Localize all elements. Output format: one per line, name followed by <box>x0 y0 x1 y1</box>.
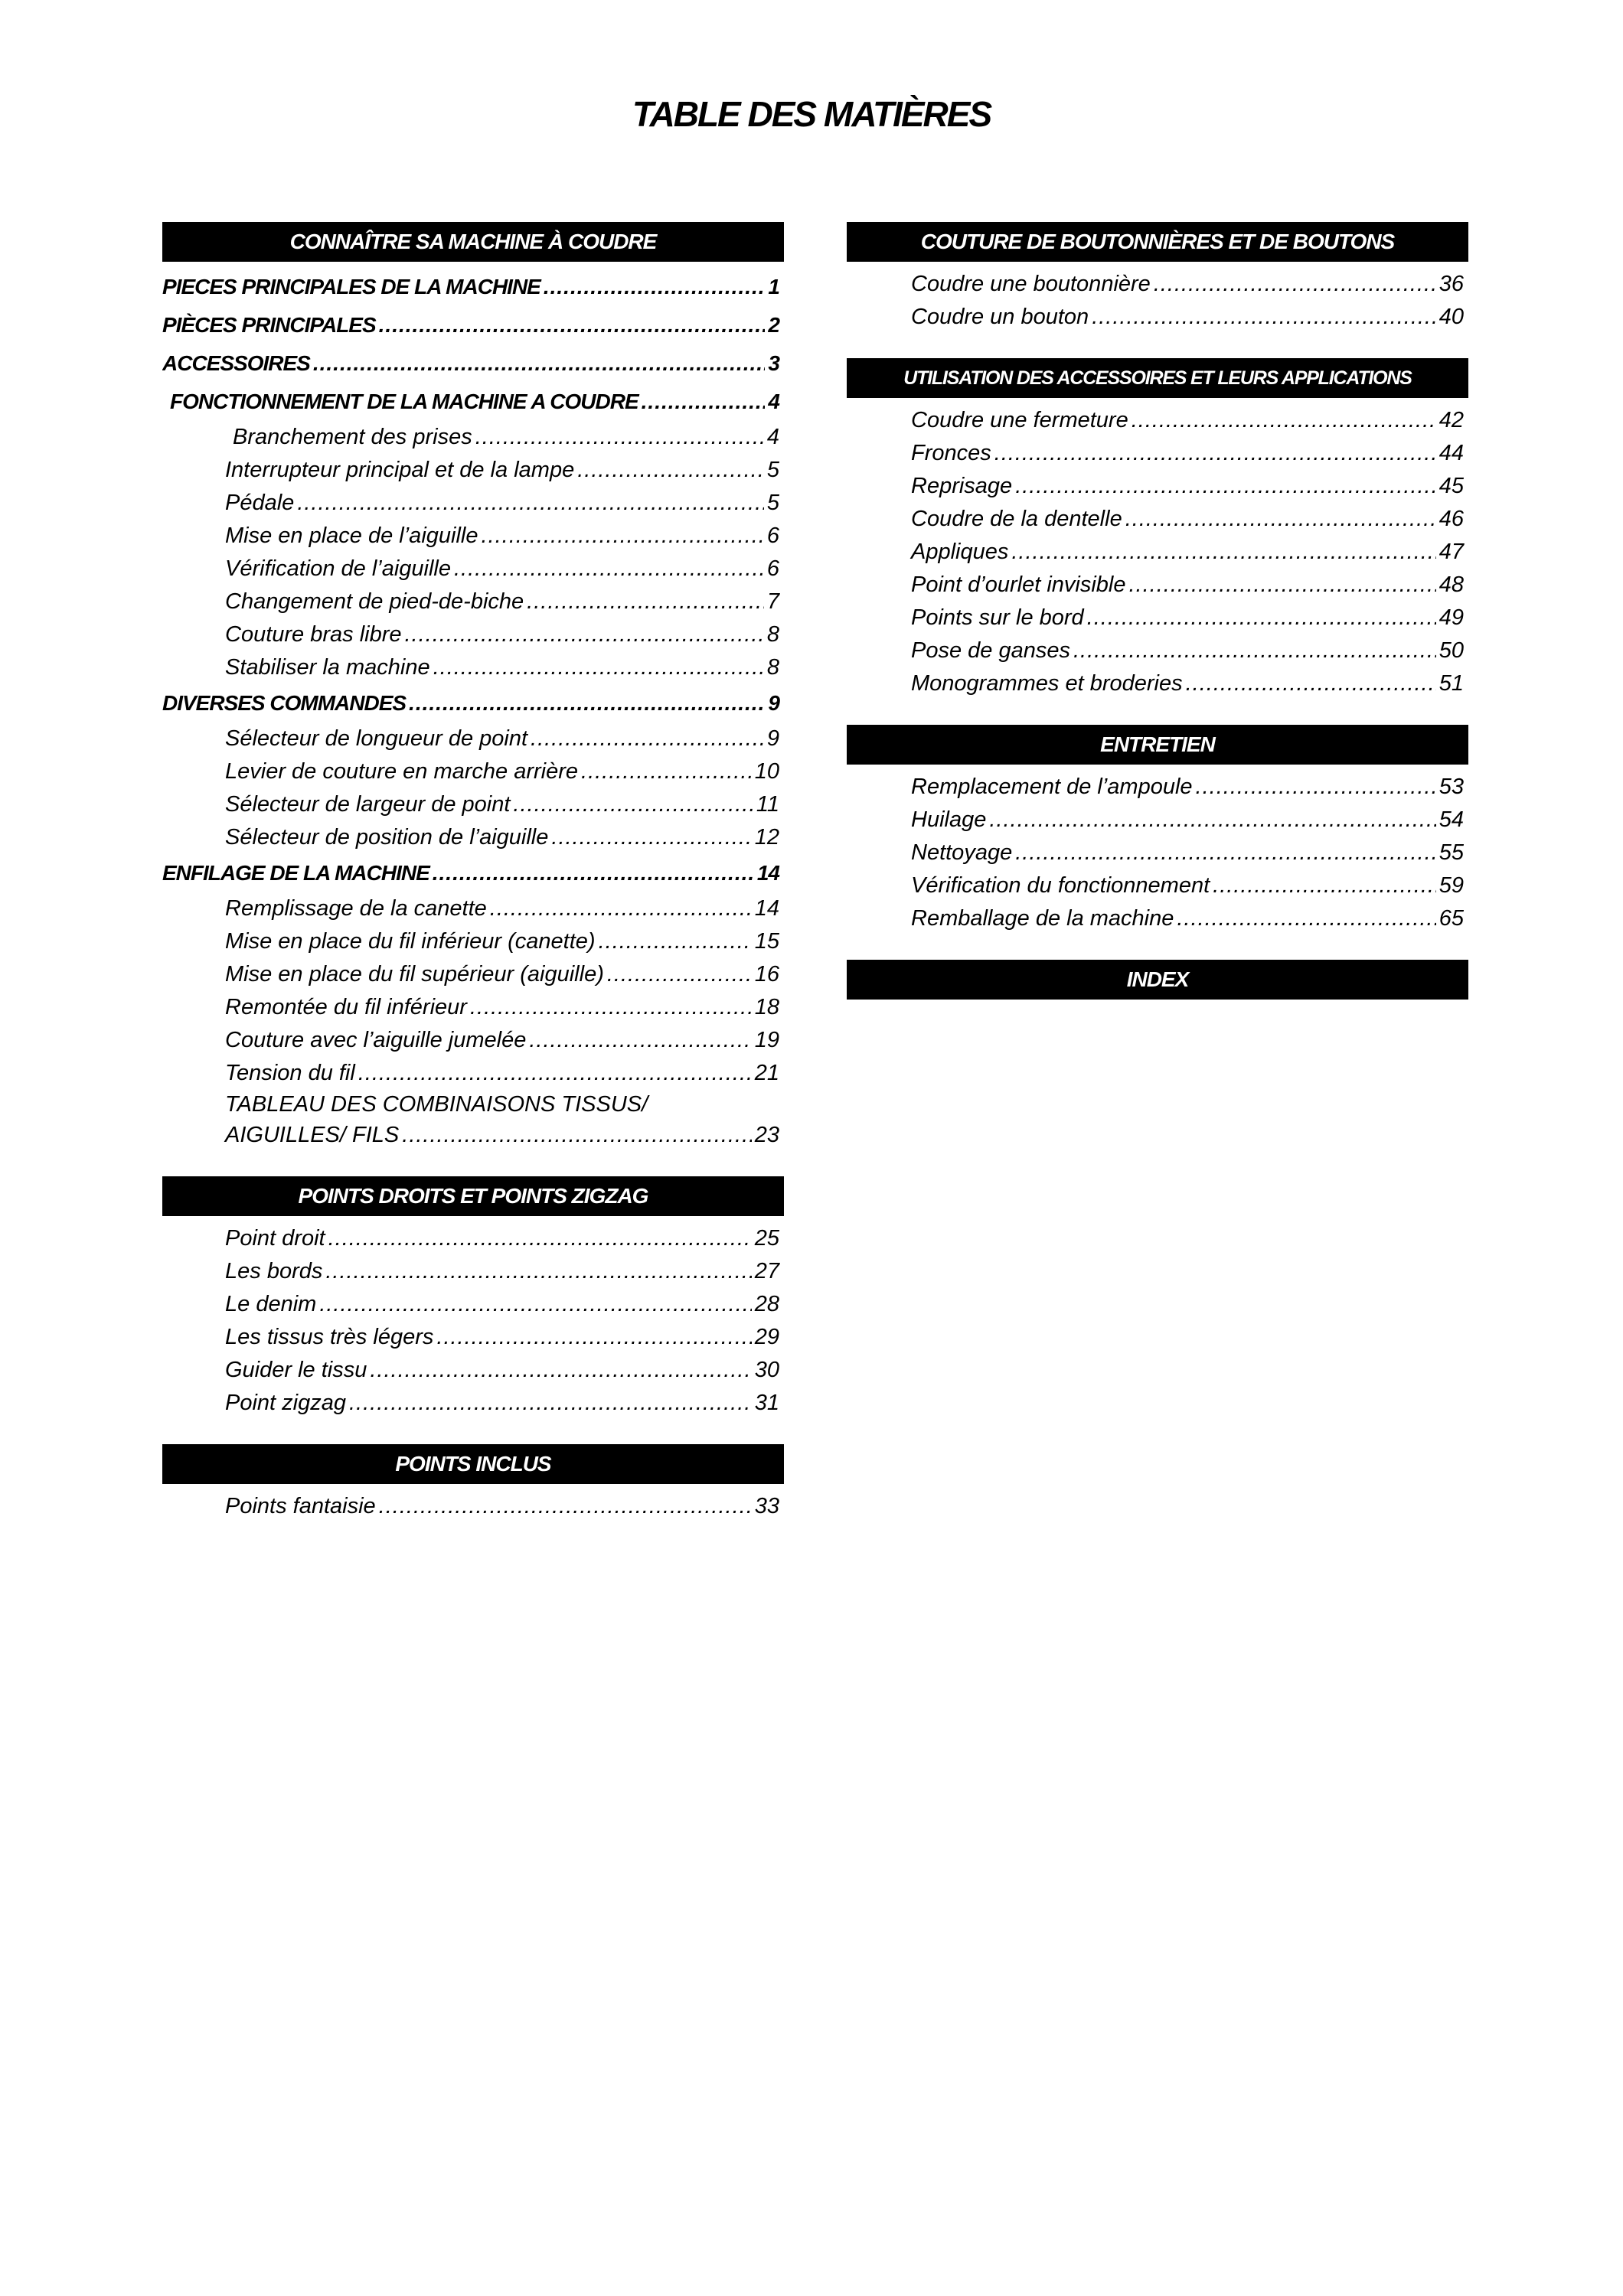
toc-entry[interactable]: Coudre un bouton ..... 40 <box>847 301 1468 334</box>
toc-entry[interactable]: Mise en place du fil supérieur (aiguille) ..... 16 <box>162 958 784 991</box>
page-number: 48 <box>1438 572 1464 597</box>
page-number: 25 <box>754 1226 779 1251</box>
toc-entry[interactable]: Appliques ..... 47 <box>847 536 1468 569</box>
page-number: 29 <box>754 1325 779 1349</box>
page-number: 8 <box>766 622 779 647</box>
page-number: 2 <box>768 313 779 337</box>
page-number: 51 <box>1438 671 1464 696</box>
page-number: 8 <box>766 655 779 680</box>
toc-entry[interactable]: Coudre de la dentelle ..... 46 <box>847 503 1468 536</box>
section-entretien-entries <box>847 765 1468 960</box>
toc-entry[interactable]: Coudre une boutonnière ..... 36 <box>847 268 1468 301</box>
toc-entry[interactable]: Couture bras libre ..... 8 <box>162 618 784 651</box>
toc-entry[interactable]: Coudre une fermeture ..... 42 <box>847 404 1468 437</box>
page-number: 50 <box>1438 638 1464 663</box>
toc-entry[interactable]: Sélecteur de position de l’aiguille ..... 12 <box>162 821 784 854</box>
toc-entry[interactable]: Point droit ..... 25 <box>162 1222 784 1255</box>
toc-entry[interactable]: Changement de pied-de-biche ..... 7 <box>162 585 784 618</box>
page-number: 30 <box>754 1358 779 1382</box>
toc-left-column <box>162 222 784 1548</box>
page-title: TABLE DES MATIÈRES <box>632 94 991 134</box>
toc-entry[interactable]: Pédale ..... 5 <box>162 487 784 520</box>
toc-entry[interactable]: Stabiliser la machine ..... 8 <box>162 651 784 684</box>
page-number: 55 <box>1438 840 1464 865</box>
page-number: 14 <box>756 861 779 885</box>
toc-entry[interactable]: Points fantaisie ..... 33 <box>162 1490 784 1523</box>
toc-entry[interactable]: Nettoyage ..... 55 <box>847 837 1468 869</box>
page-number: 15 <box>754 929 779 954</box>
toc-entry[interactable]: Remballage de la machine ..... 65 <box>847 902 1468 935</box>
toc-entry[interactable]: Pose de ganses ..... 50 <box>847 634 1468 667</box>
page-number: 6 <box>766 523 779 548</box>
toc-entry[interactable]: Le denim ..... 28 <box>162 1288 784 1321</box>
toc-entry[interactable]: Vérification du fonctionnement ..... 59 <box>847 869 1468 902</box>
toc-entry[interactable]: Remplissage de la canette ..... 14 <box>162 892 784 925</box>
toc-entry[interactable]: Interrupteur principal et de la lampe ..... 5 <box>162 454 784 487</box>
page-number: 9 <box>766 726 779 751</box>
page-number: 11 <box>756 792 779 817</box>
page-number: 46 <box>1438 507 1464 531</box>
page-number: 21 <box>754 1061 779 1085</box>
toc-entry[interactable]: Remplacement de l’ampoule ..... 53 <box>847 771 1468 804</box>
page-number: 49 <box>1438 605 1464 630</box>
page-number: 53 <box>1438 775 1464 799</box>
page-number: 27 <box>754 1259 779 1283</box>
page-number: 5 <box>766 458 779 482</box>
section-heading-accessoires: UTILISATION DES ACCESSOIRES ET LEURS APPLICATIONS <box>847 358 1468 398</box>
toc-right-column <box>847 222 1468 1000</box>
page-number: 4 <box>768 390 779 413</box>
page-number: 4 <box>766 425 779 449</box>
toc-entry[interactable]: AIGUILLES/ FILS ..... 23 <box>162 1119 784 1152</box>
page-number: 16 <box>754 962 779 987</box>
toc-entry[interactable]: Vérification de l’aiguille ..... 6 <box>162 553 784 585</box>
toc-entry[interactable]: ACCESSOIRES ..... 3 <box>162 344 784 383</box>
page-number: 44 <box>1438 441 1464 465</box>
page-number: 12 <box>754 825 779 850</box>
toc-entry[interactable]: Branchement des prises ..... 4 <box>162 421 784 454</box>
toc-entry[interactable]: Tension du fil ..... 21 <box>162 1057 784 1090</box>
toc-entry[interactable]: Sélecteur de longueur de point ..... 9 <box>162 722 784 755</box>
page-number: 31 <box>754 1391 779 1415</box>
page-number: 40 <box>1438 305 1464 329</box>
toc-entry[interactable]: FONCTIONNEMENT DE LA MACHINE A COUDRE ..... 4 <box>162 383 784 421</box>
page-number: 47 <box>1438 540 1464 564</box>
toc-entry[interactable]: Point zigzag ..... 31 <box>162 1387 784 1420</box>
toc-entry[interactable]: Sélecteur de largeur de point ..... 11 <box>162 788 784 821</box>
section-connaitre-entries <box>162 262 784 1176</box>
toc-entry-continued: TABLEAU DES COMBINAISONS TISSUS/ <box>225 1092 648 1117</box>
toc-entry[interactable]: Monogrammes et broderies ..... 51 <box>847 667 1468 700</box>
page-number: 18 <box>754 995 779 1019</box>
section-heading-points-inclus: POINTS INCLUS <box>162 1444 784 1484</box>
toc-entry[interactable]: Remontée du fil inférieur ..... 18 <box>162 991 784 1024</box>
page-number: 19 <box>754 1028 779 1052</box>
section-heading-points-droits: POINTS DROITS ET POINTS ZIGZAG <box>162 1176 784 1216</box>
section-points-inclus-entries <box>162 1484 784 1548</box>
page-number: 1 <box>768 275 779 298</box>
section-heading-boutonnieres: COUTURE DE BOUTONNIÈRES ET DE BOUTONS <box>847 222 1468 262</box>
page-number: 14 <box>754 896 779 921</box>
toc-entry[interactable]: Mise en place du fil inférieur (canette) ..... 15 <box>162 925 784 958</box>
page-number: 9 <box>768 691 779 715</box>
page-number: 7 <box>766 589 779 614</box>
toc-entry[interactable]: Reprisage ..... 45 <box>847 470 1468 503</box>
page-number: 3 <box>768 351 779 375</box>
section-heading-index[interactable]: INDEX <box>847 960 1468 1000</box>
page-number: 10 <box>754 759 779 784</box>
toc-entry[interactable]: Points sur le bord ..... 49 <box>847 602 1468 634</box>
page-number: 42 <box>1438 408 1464 432</box>
page-number: 5 <box>766 491 779 515</box>
toc-entry[interactable]: PIÈCES PRINCIPALES ..... 2 <box>162 306 784 344</box>
toc-entry[interactable]: Guider le tissu ..... 30 <box>162 1354 784 1387</box>
section-accessoires-entries <box>847 398 1468 725</box>
page-number: 36 <box>1438 272 1464 296</box>
page-number: 54 <box>1438 807 1464 832</box>
toc-entry[interactable]: Les bords ..... 27 <box>162 1255 784 1288</box>
page-number: 6 <box>766 556 779 581</box>
toc-entry[interactable]: DIVERSES COMMANDES ..... 9 <box>162 684 784 722</box>
section-heading-entretien: ENTRETIEN <box>847 725 1468 765</box>
toc-entry[interactable]: Mise en place de l’aiguille ..... 6 <box>162 520 784 553</box>
page-number: 33 <box>754 1494 779 1518</box>
toc-entry[interactable]: Les tissus très légers ..... 29 <box>162 1321 784 1354</box>
toc-entry[interactable]: PIECES PRINCIPALES DE LA MACHINE ..... 1 <box>162 268 784 306</box>
page-number: 28 <box>754 1292 779 1316</box>
section-heading-connaitre: CONNAÎTRE SA MACHINE À COUDRE <box>162 222 784 262</box>
toc-entry[interactable]: Point d’ourlet invisible ..... 48 <box>847 569 1468 602</box>
toc-entry[interactable]: Fronces ..... 44 <box>847 437 1468 470</box>
toc-entry[interactable]: Huilage ..... 54 <box>847 804 1468 837</box>
toc-entry[interactable]: Levier de couture en marche arrière ..... 10 <box>162 755 784 788</box>
page-number: 65 <box>1438 906 1464 931</box>
page-number: 23 <box>754 1123 779 1147</box>
page-number: 59 <box>1438 873 1464 898</box>
section-points-droits-entries <box>162 1216 784 1444</box>
toc-entry[interactable]: ENFILAGE DE LA MACHINE ..... 14 <box>162 854 784 892</box>
toc-entry[interactable]: Couture avec l’aiguille jumelée ..... 19 <box>162 1024 784 1057</box>
page-number: 45 <box>1438 474 1464 498</box>
section-boutonnieres-entries <box>847 262 1468 358</box>
